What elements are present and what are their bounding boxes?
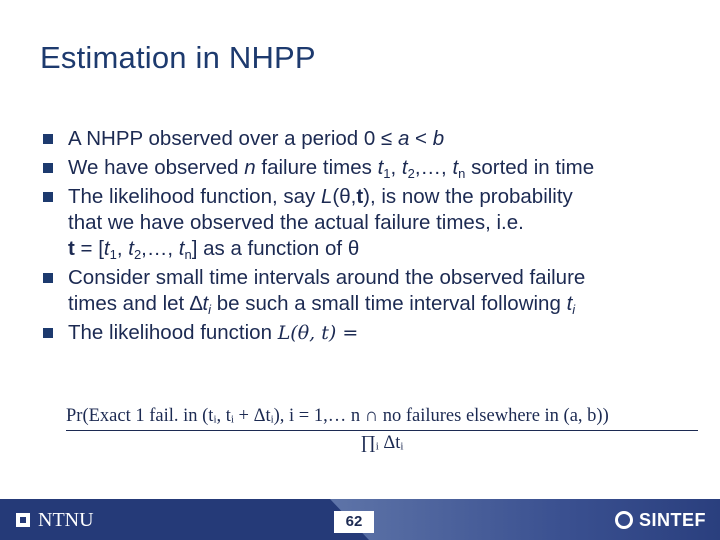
sintef-logo <box>615 508 706 532</box>
ntnu-logo-text: NTNU <box>38 508 94 531</box>
bullet-text: that we have observed the actual failure times, i.e. <box>68 211 524 234</box>
fraction-numerator: Pr(Exact 1 fail. in (tᵢ, tᵢ + Δtᵢ), i = 1,… n ∩ no failures elsewhere in (a, b)) <box>66 406 609 426</box>
var-L: L <box>320 185 333 208</box>
bullet-text: We have observed <box>68 156 245 179</box>
bold-t: t <box>68 237 75 260</box>
var-n: n <box>244 156 256 179</box>
var-t: t <box>202 292 209 315</box>
bullet-text: failure times <box>255 156 378 179</box>
var-t: t <box>401 156 408 179</box>
slide-title: Estimation in NHPP <box>40 40 316 75</box>
bullet-text: times and let ∆ <box>68 292 203 315</box>
bullet-item <box>40 126 700 152</box>
bullet-list <box>40 126 700 349</box>
subscript: n <box>458 166 466 181</box>
ellipsis: ,…, <box>414 156 453 179</box>
subscript: i <box>572 302 576 317</box>
ntnu-logo-icon <box>16 513 30 527</box>
bullet-text: The likelihood function <box>68 321 278 344</box>
bullet-square-icon <box>43 134 53 144</box>
var-t: t <box>452 156 459 179</box>
subscript: 2 <box>407 166 415 181</box>
var-t: t <box>178 237 185 260</box>
page-number: 62 <box>334 511 374 533</box>
fraction-denominator: ∏ᵢ Δtᵢ <box>360 433 404 454</box>
bullet-item <box>40 155 700 181</box>
bullet-text: ), is now the probability <box>363 185 573 208</box>
lt-sign: < <box>409 127 433 150</box>
paren-theta: (θ, <box>332 185 357 208</box>
bullet-item <box>40 184 700 262</box>
bold-t: t <box>356 185 364 208</box>
bullet-square-icon <box>43 163 53 173</box>
equals: = [ <box>74 237 104 260</box>
bullet-text: ] as a function of θ <box>191 237 360 260</box>
subscript: 1 <box>383 166 391 181</box>
sintef-logo-text: SINTEF <box>638 509 706 530</box>
bullet-square-icon <box>43 192 53 202</box>
comma: , <box>116 237 129 260</box>
var-b: b <box>432 127 445 150</box>
bullet-square-icon <box>43 328 53 338</box>
ellipsis: ,…, <box>141 237 179 260</box>
likelihood-formula: L(θ, t) = <box>277 322 359 344</box>
bullet-item <box>40 320 700 346</box>
subscript: i <box>208 302 212 317</box>
comma: , <box>390 156 402 179</box>
var-t: t <box>128 237 134 260</box>
subscript: 2 <box>133 247 142 262</box>
ntnu-logo <box>16 508 94 532</box>
bullet-text: be such a small time interval following <box>211 292 567 315</box>
bullet-square-icon <box>43 273 53 283</box>
bullet-item <box>40 265 700 317</box>
var-a: a <box>397 127 410 150</box>
likelihood-fraction <box>66 406 700 454</box>
bullet-text: sorted in time <box>465 156 595 179</box>
subscript: 1 <box>109 247 117 262</box>
bullet-text: Consider small time intervals around the observed failure <box>68 266 586 289</box>
var-t: t <box>377 156 384 179</box>
bullet-text: A NHPP observed over a period 0 ≤ <box>68 127 398 150</box>
sintef-logo-icon <box>615 511 633 529</box>
subscript: n <box>184 247 192 262</box>
var-t: t <box>103 237 110 260</box>
var-t: t <box>566 292 573 315</box>
bullet-text: The likelihood function, say <box>68 185 321 208</box>
